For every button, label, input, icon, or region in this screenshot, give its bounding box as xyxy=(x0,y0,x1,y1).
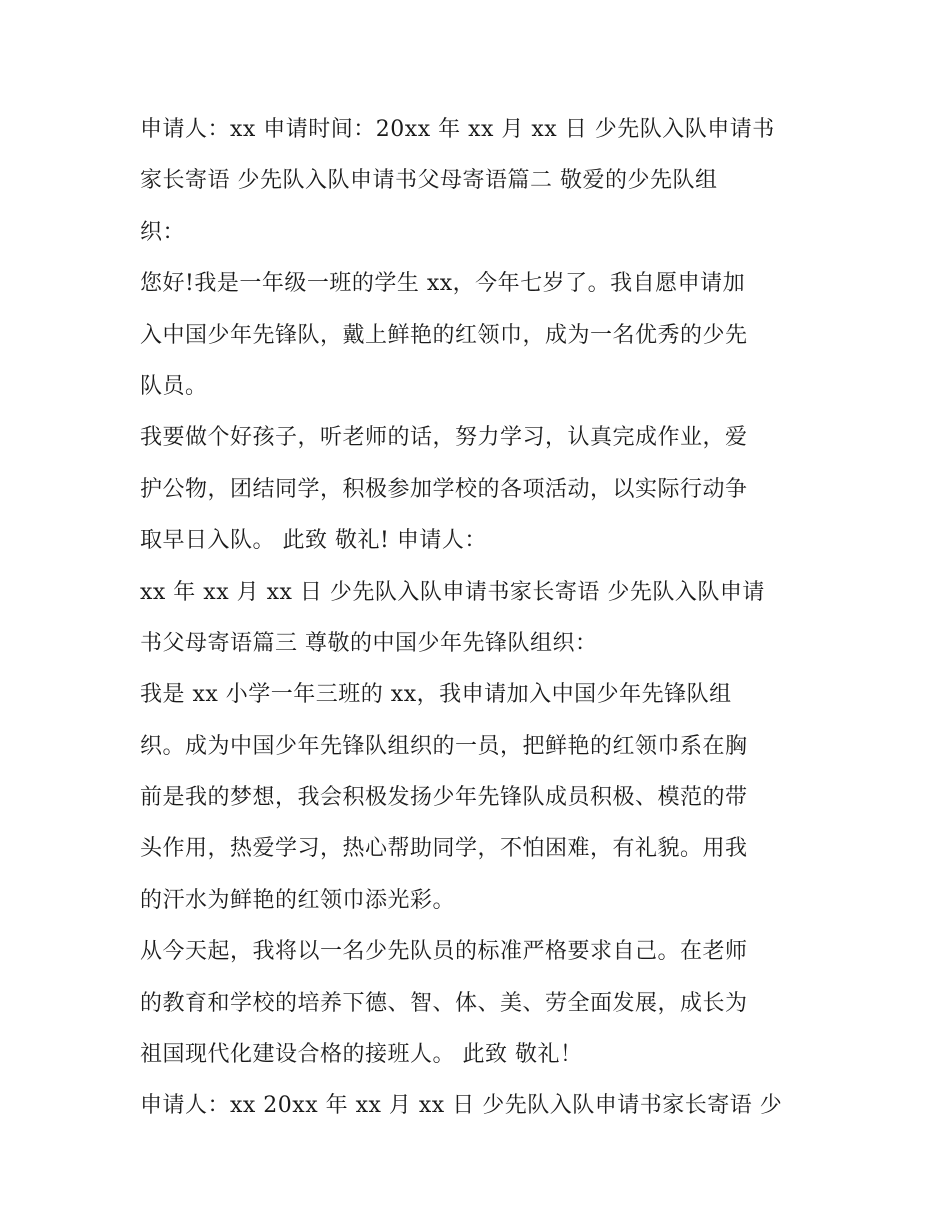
text-line: 申请人：xx 20xx 年 xx 月 xx 日 少先队入队申请书家长寄语 少 xyxy=(140,1093,783,1119)
text-line: 前是我的梦想，我会积极发扬少年先锋队成员积极、模范的带 xyxy=(140,785,748,811)
document-body xyxy=(140,104,830,1132)
text-line: xx 年 xx 月 xx 日 少先队入队申请书家长寄语 少先队入队申请 xyxy=(140,579,765,605)
text-line: 的汗水为鲜艳的红领巾添光彩。 xyxy=(140,887,456,913)
text-line: 家长寄语 少先队入队申请书父母寄语篇二 敬爱的少先队组 xyxy=(140,168,718,194)
text-line: 我要做个好孩子，听老师的话，努力学习，认真完成作业，爱 xyxy=(140,425,748,451)
text-line: 祖国现代化建设合格的接班人。 此致 敬礼！ xyxy=(140,1042,583,1068)
text-line: 书父母寄语篇三 尊敬的中国少年先锋队组织： xyxy=(140,630,598,656)
text-line: 申请人：xx 申请时间：20xx 年 xx 月 xx 日 少先队入队申请书 xyxy=(140,117,775,142)
text-line: 头作用，热爱学习，热心帮助同学，不怕困难，有礼貌。用我 xyxy=(140,836,748,862)
text-line: 护公物，团结同学，积极参加学校的各项活动，以实际行动争 xyxy=(140,476,748,502)
text-line: 织。成为中国少年先锋队组织的一员，把鲜艳的红领巾系在胸 xyxy=(140,733,748,759)
text-line: 的教育和学校的培养下德、智、体、美、劳全面发展，成长为 xyxy=(140,990,748,1016)
text-line: 入中国少年先锋队，戴上鲜艳的红领巾，成为一名优秀的少先 xyxy=(140,322,748,348)
text-line: 我是 xx 小学一年三班的 xx，我申请加入中国少年先锋队组 xyxy=(140,682,732,708)
text-line: 从今天起，我将以一名少先队员的标准严格要求自己。在老师 xyxy=(140,939,748,965)
text-line: 您好!我是一年级一班的学生 xx，今年七岁了。我自愿申请加 xyxy=(140,271,746,297)
text-line: 队员。 xyxy=(140,373,208,399)
text-line: 取早日入队。 此致 敬礼! 申请人： xyxy=(140,528,487,554)
text-line: 织： xyxy=(140,219,186,245)
